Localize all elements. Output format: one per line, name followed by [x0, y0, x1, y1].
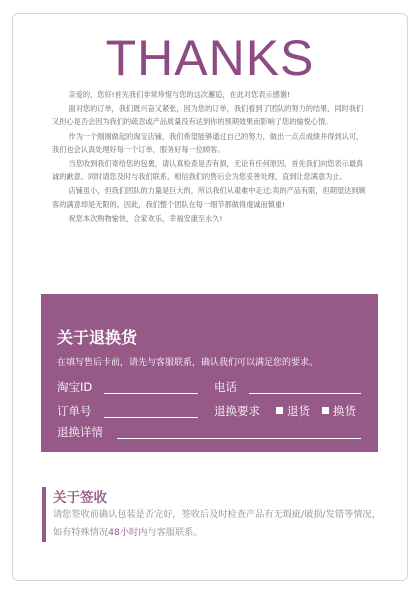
return-checkbox[interactable]	[276, 407, 283, 414]
letter-paragraph: 面对您的订单，我们既兴奋又紧张，因为您的订单，我们看到了团队的努力的结果，同时我们又担心是否会因为我们的疏忽或产品质量没有达到你的预期效果而影响了您的愉悦心情。	[52, 104, 364, 127]
exchange-option[interactable]	[322, 403, 356, 419]
letter-closing: 祝您本次购物愉快，合家欢乐，幸福安康至永久!	[68, 213, 223, 223]
signing-text	[53, 506, 388, 542]
order-number-field[interactable]	[104, 417, 198, 418]
order-number-label: 订单号	[57, 404, 92, 418]
exchange-request-label: 退换要求	[214, 404, 260, 418]
taobao-id-label: 淘宝ID	[57, 380, 93, 394]
page-title: THANKS	[105, 30, 315, 86]
exchange-details-label: 退换详情	[57, 425, 103, 439]
return-option[interactable]	[276, 403, 310, 419]
exchange-details-field[interactable]	[117, 438, 361, 439]
letter-paragraph: 亲爱的，您好!首先我们非常珍惜与您的这次邂逅，在此对您表示感谢!	[68, 90, 290, 99]
signing-heading: 关于签收	[53, 490, 107, 506]
signing-highlight: 48小时内	[108, 527, 148, 538]
thank-you-letter	[52, 88, 368, 225]
return-option-label: 退货	[287, 404, 310, 418]
exchange-checkbox[interactable]	[322, 407, 329, 414]
signing-text-part: 与客服联系。	[147, 527, 203, 538]
letter-paragraph: 店铺虽小，但我们团队的力量是巨大的，所以我们从艰难中走过;卖的产品有限，但期望达到顾客的满意却是无限的。因此，我们整个团队在每一细节都做得虔诚而慎重!	[52, 186, 366, 209]
exchange-subtitle: 在填写售后卡前，请先与客服联系，确认我们可以满足您的要求。	[57, 358, 319, 368]
exchange-option-label: 换货	[333, 404, 356, 418]
letter-paragraph: 作为一个刚刚做起的淘宝店铺，我们希望能够通过自己的努力，做出一点点成绩并得到认可，我们也会认真处理好每一个订单，服务好每一位顾客。	[52, 131, 364, 154]
signing-accent-bar	[42, 487, 46, 542]
taobao-id-field[interactable]	[104, 393, 198, 394]
letter-paragraph: 当您收到我们寄给您的包裹，请认真检查是否有损，无论有任何原因，首先我们向您表示最真诚的歉意。同时请您及时与我们联系，相信我们的售后会为您妥善处理，直到让您满意为止。	[52, 159, 364, 182]
signing-text-part: 请您签收前确认包装是否完好，签收后及时检查产品有无瑕疵/破损/发错等情况，如有特殊情况	[53, 509, 381, 538]
exchange-heading: 关于退换货	[57, 328, 138, 347]
phone-label: 电话	[214, 380, 237, 394]
phone-field[interactable]	[249, 393, 361, 394]
